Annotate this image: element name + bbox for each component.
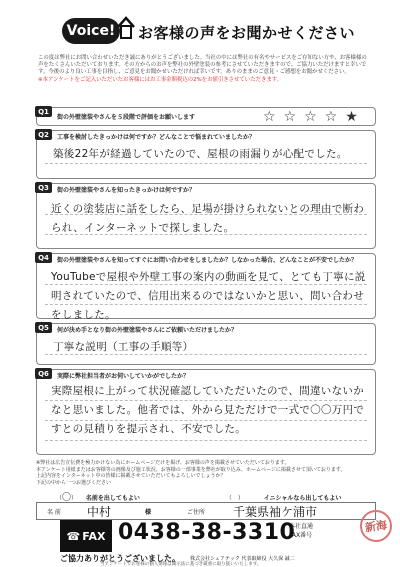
question-3: [36, 183, 376, 249]
consent-name-label: 名前を出してもよい: [85, 495, 140, 502]
question-2: [36, 130, 376, 179]
name-label: 名 前: [47, 509, 61, 516]
question-tag: Q1: [35, 106, 52, 117]
intro-text: [38, 55, 368, 84]
question-tag: Q5: [35, 322, 52, 333]
consent-initial-checkbox[interactable]: （ ）: [225, 495, 244, 502]
page-title: お客様の声をお聞かせください: [138, 24, 356, 42]
name-stamp: 新海: [358, 508, 394, 544]
question-tag: Q4: [35, 252, 52, 263]
question-6: [36, 369, 376, 455]
fax-side-line-2: FAX番号: [289, 532, 313, 539]
rating-stars: ☆☆☆☆★: [263, 109, 366, 125]
answer-text: 近くの塗装店に話をしたら、足場が掛けられないとの理由で断わられ、インターネットで探しました。: [51, 203, 365, 234]
question-text: 街の外壁塗装やさんを５段階で評価をお願いします: [57, 114, 196, 121]
answer-text: 実際屋根に上がって状況確認していただいたので、間違いないかなと思いました。他者では、外から見ただけで一式で〇〇万円ですとの見積りを提示され、不安でした。: [51, 385, 365, 435]
publish-notes: [36, 460, 376, 486]
question-text: 街の外壁塗装やさんを知ったきっかけは何ですか？: [57, 187, 196, 194]
address-label: ご住所: [187, 509, 206, 516]
honorific: 様: [145, 509, 152, 516]
thanks-text: ご協力ありがとうございました。: [60, 554, 180, 563]
question-5: [36, 323, 376, 365]
question-1: [36, 107, 376, 126]
fax-badge-label: FAX: [82, 529, 106, 543]
name-address-row: [36, 502, 376, 520]
address-field[interactable]: 千葉県袖ケ浦市: [233, 505, 318, 519]
question-tag: Q2: [35, 129, 52, 140]
answer-text: 築後22年が経過していたので、屋根の雨漏りが心配でした。: [53, 148, 348, 160]
answer-text: 丁寧な説明（工事の手順等）: [53, 341, 194, 353]
intro-body: この度は弊社にお問い合わせいただき誠にありがとうございました。当社の中には弊社の有名やサービスをご存知ない方や、お客様様の声をたくさんいただいております。その方からのお声を弊社の外壁塗装の参考にさせていただきますので、ご協力いただけますと幸いです。今後のより良い工事を目指し、ご意見をお聞かせいただければ幸いです。ありのままのご意見・ご感想をお聞かせください。: [38, 55, 367, 76]
fax-number: 0438-38-3310: [118, 520, 296, 545]
note-line: ※弊社は広告宣伝費を極力かけない為にホームページだけを掲げ、お客様の声を掲載させていただいております。: [36, 460, 290, 466]
fax-side-label: [289, 522, 313, 540]
consent-initial-label: イニシャルなら出してもよい: [263, 495, 342, 502]
note-line: 上記内容をインターネット中の皆様に掲載させていただいてもよろしいでしょうか？: [36, 473, 226, 479]
privacy-text: 当アンケートでお客様の個人情報は開示法に基づき厳重に取り扱いいたします。: [100, 562, 262, 567]
answer-text: YouTubeで屋根や外壁工事の案内の動画を見て、とても丁寧に説明されていたので、信用出来るのではないかと思い、問い合わせをしました。: [51, 271, 366, 321]
question-tag: Q6: [35, 368, 52, 379]
voice-badge: Voice!: [62, 18, 120, 44]
name-field[interactable]: 中村: [87, 505, 112, 519]
discount-notice: ※本アンケートをご記入いただいたお客様にはお工事金額税込の2%をお値引きさせていただきます。: [38, 76, 283, 83]
note-line: 下記の中から一つお選びください: [36, 479, 112, 486]
fax-badge: [60, 520, 112, 552]
question-text: 何が決め手となり街の外壁塗装やさんにご依頼いただけましたか？: [57, 327, 238, 334]
question-tag: Q3: [35, 182, 52, 193]
company-text: 株式会社シェアテック 代表取締役 大久保 誠二: [190, 556, 295, 562]
question-text: 工事を検討したきっかけは何ですか？どんなことで悩まれていましたか？: [57, 134, 256, 141]
answer-line: [45, 440, 367, 441]
question-4: [36, 253, 376, 319]
question-text: 実際に弊社担当者がお伺いしていかがでしたか？: [57, 373, 190, 380]
question-text: 街の外壁塗装やさんを知ってすぐにお問い合わせをしましたか？しなかった場合、どんなことが不安でしたか？: [57, 257, 358, 264]
fax-icon: ☎: [66, 529, 81, 543]
fax-side-line-1: 本社直通: [289, 523, 314, 530]
consent-name-checkbox[interactable]: （〇）: [56, 493, 78, 503]
consent-name-mark: 〇: [62, 493, 72, 503]
note-line: 本アンケート用紙またはお客様等の画像及び施工状況、お客様の一部事業を弊社が取り込み、ホームページに掲載させて頂いております。: [36, 466, 346, 473]
